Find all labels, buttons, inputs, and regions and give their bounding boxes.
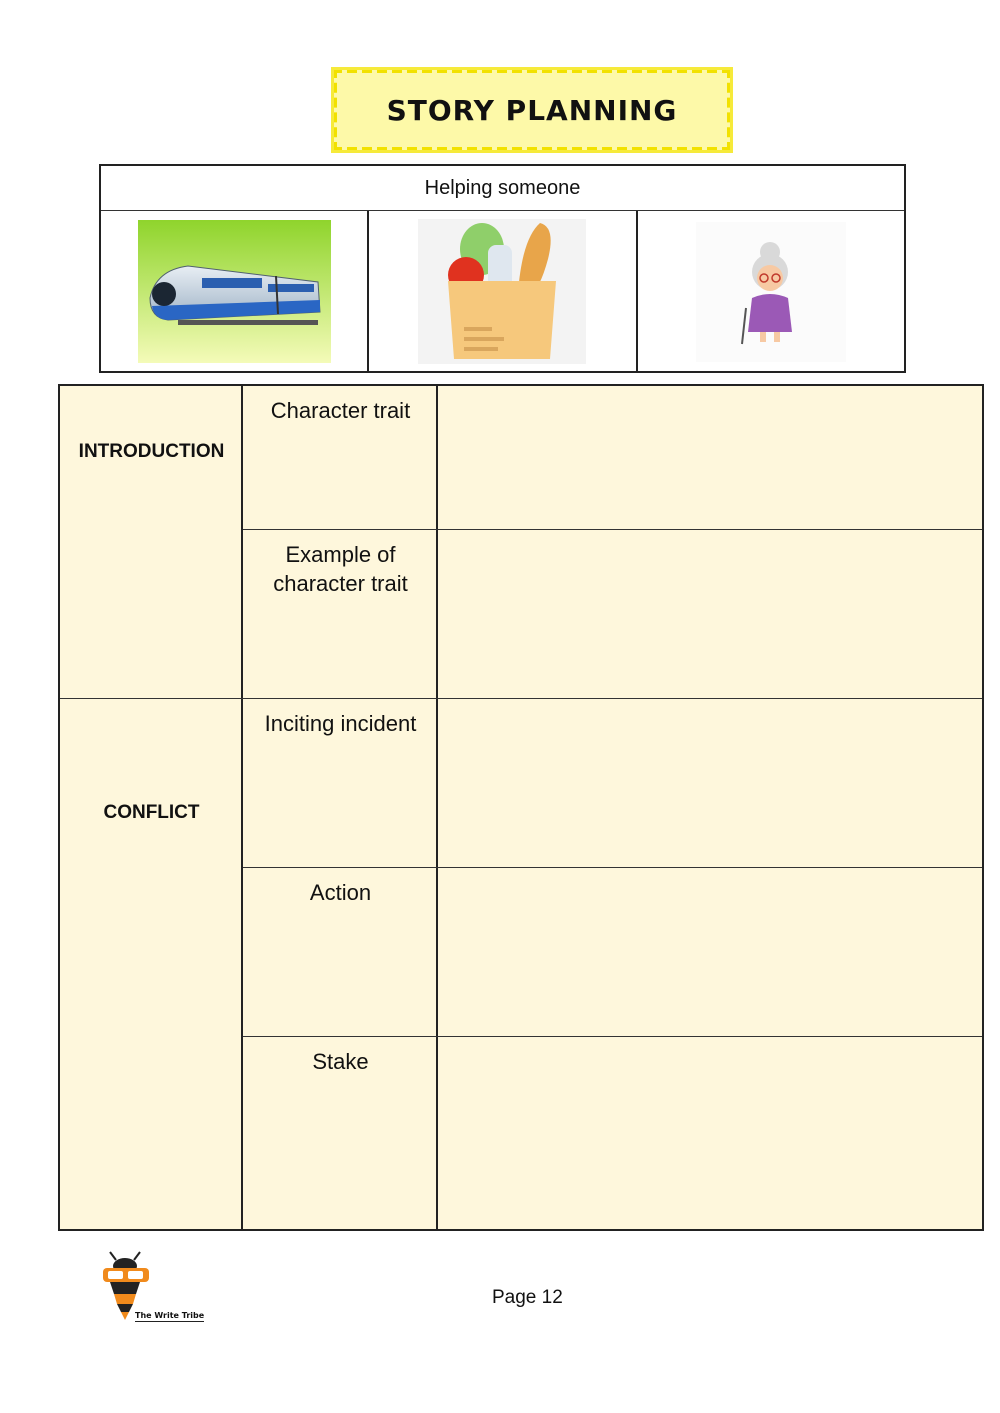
answer-cell-inciting-incident[interactable] [438,699,982,867]
grandma-icon [696,222,846,362]
title-banner [332,68,732,152]
answer-cell-action[interactable] [438,868,982,1036]
section-label-conflict: CONFLICT [103,802,200,823]
row-label-example-of-character-trait: Example of character trait [273,542,408,596]
picture-cell-grandma [636,211,904,372]
answer-cell-example-of-character-trait[interactable] [438,530,982,698]
answer-cell-character-trait[interactable] [438,386,982,529]
grocery-bag-icon [418,219,586,364]
logo-text: The Write Tribe [135,1311,205,1320]
answer-cell-stake[interactable] [438,1037,982,1229]
row-label-inciting-incident: Inciting incident [264,711,417,736]
page-number: Page 12 [492,1287,563,1308]
picture-cell-train [101,211,367,372]
theme-table [99,164,906,373]
element-column [243,386,438,1229]
row-label-character-trait: Character trait [270,398,411,423]
story-plan-table [58,384,984,1231]
picture-cell-groceries [367,211,635,372]
page-title: STORY PLANNING [386,93,678,127]
row-label-stake: Stake [312,1049,369,1074]
theme-label: Helping someone [101,166,904,211]
row-label-action: Action [309,880,372,905]
train-icon [138,220,331,363]
section-label-introduction: INTRODUCTION [78,441,225,462]
